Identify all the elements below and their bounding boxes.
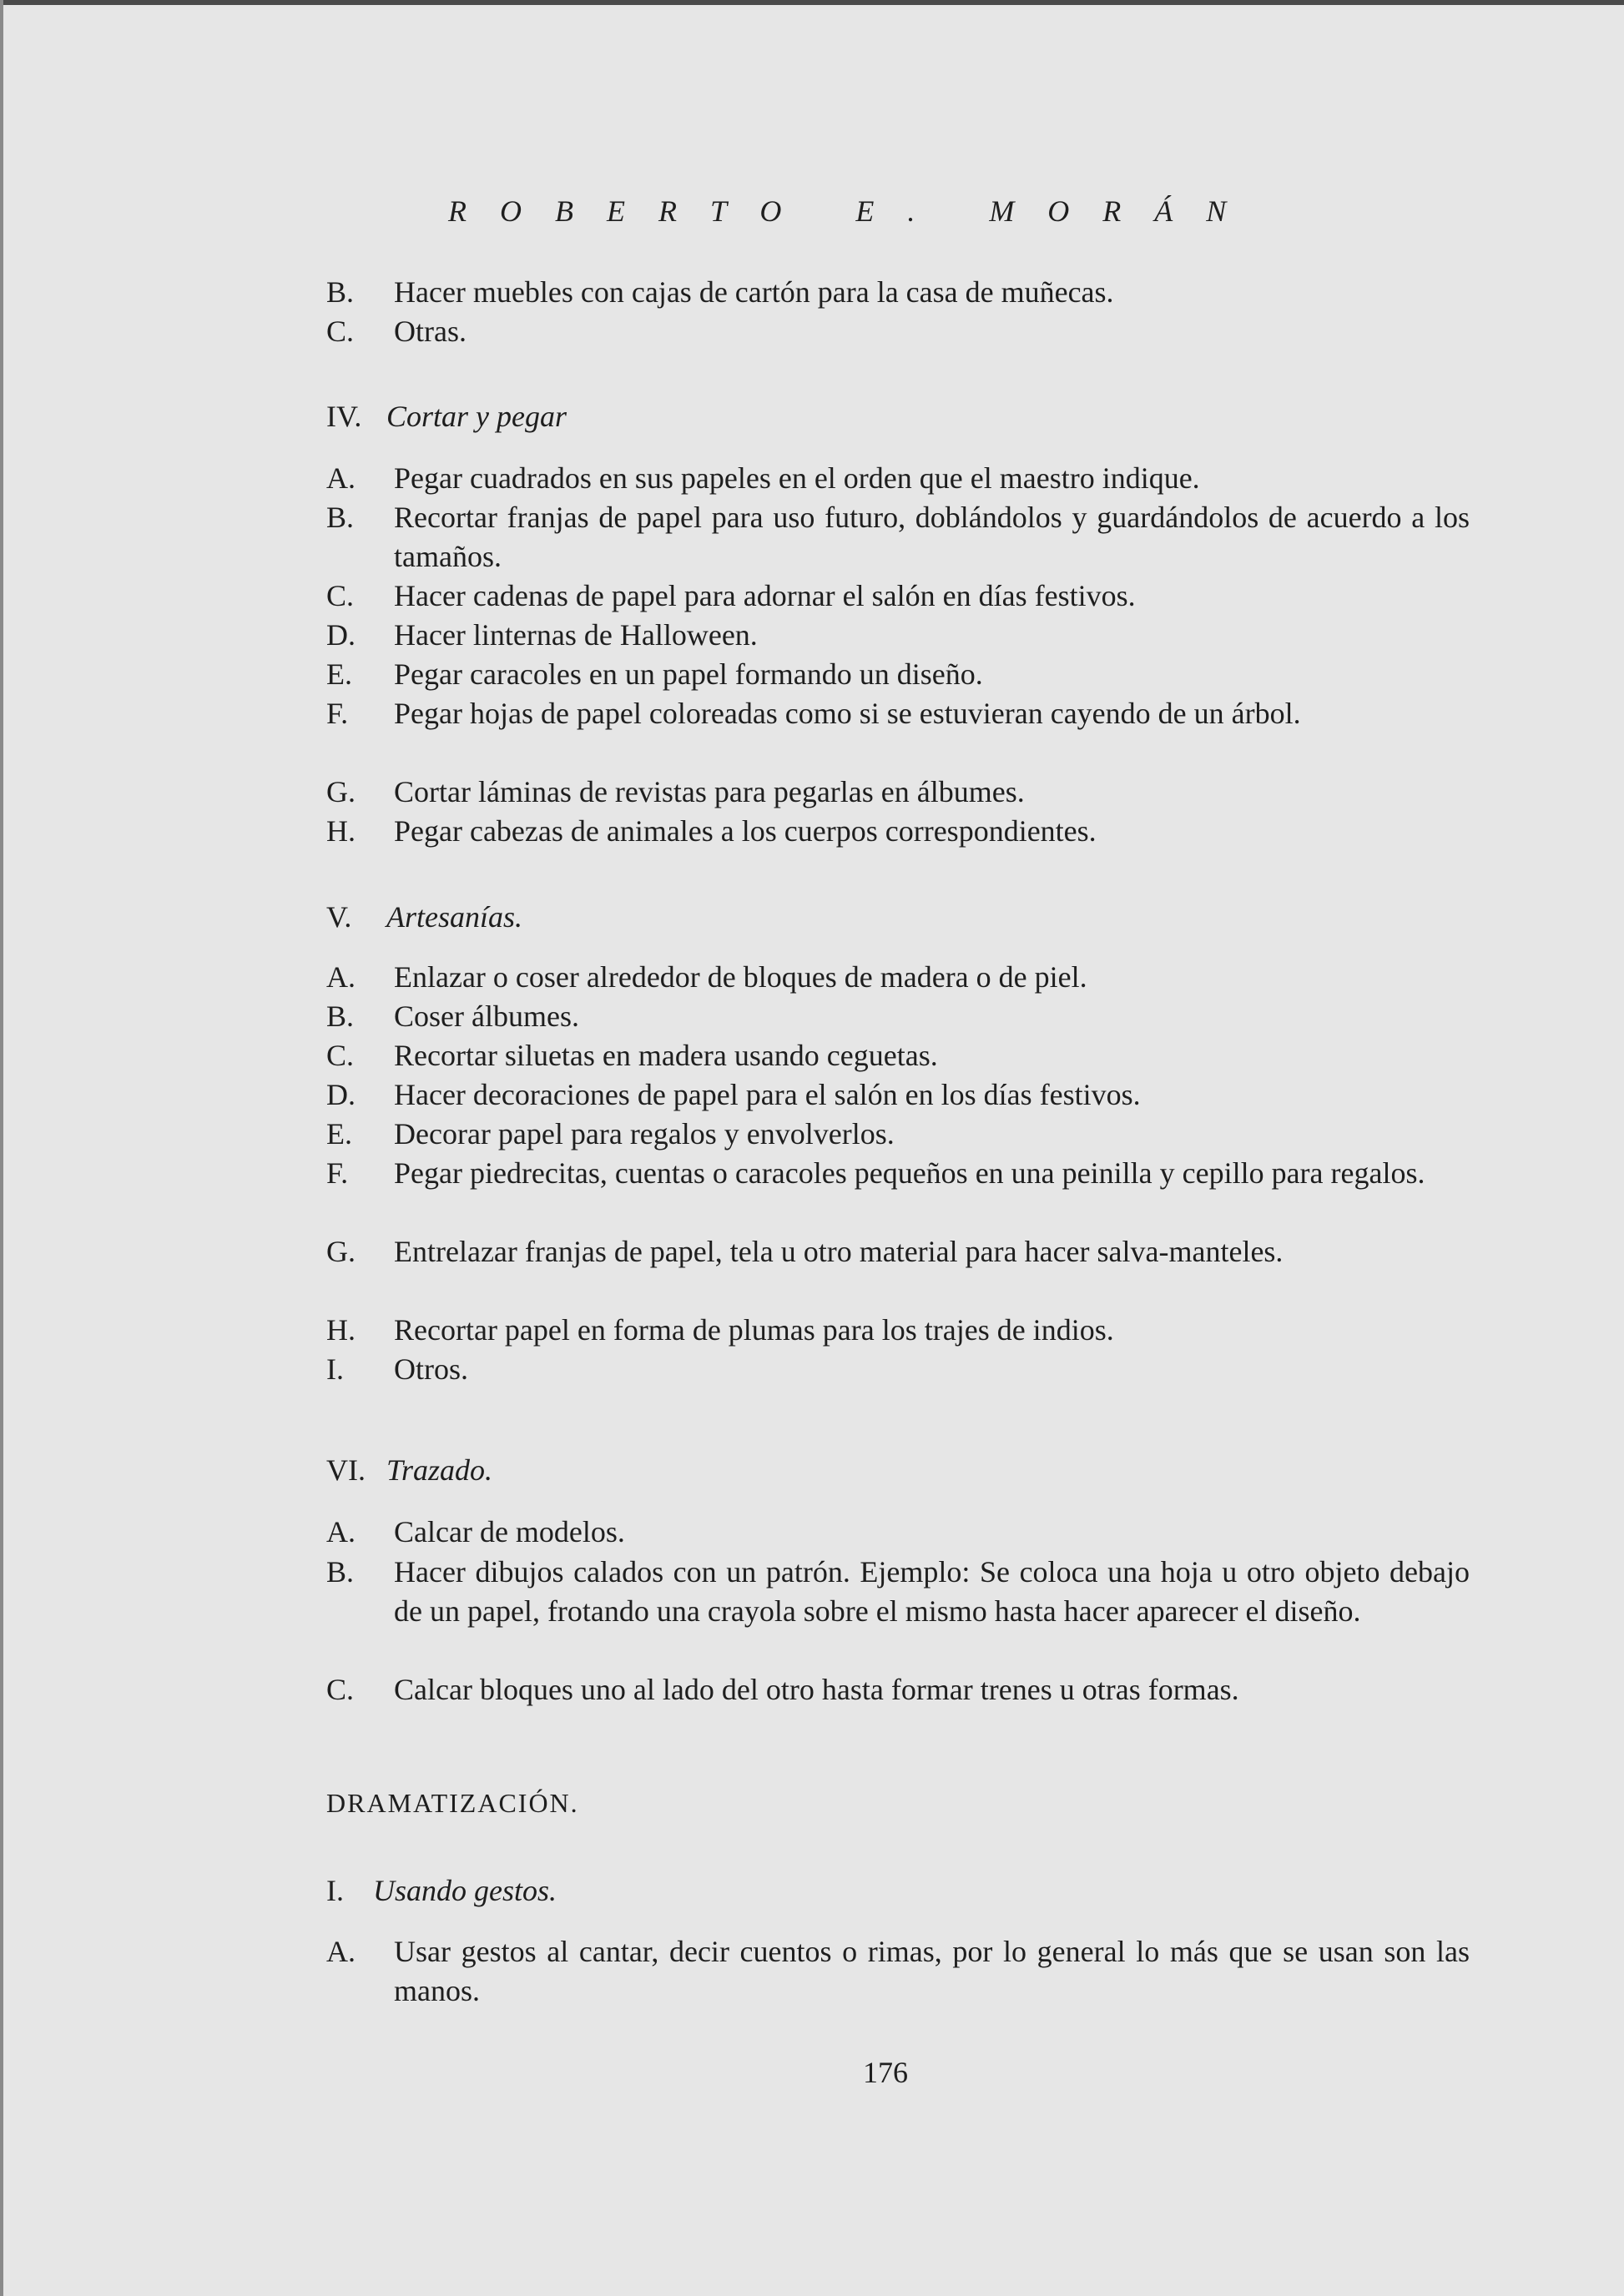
item-label: F. [326, 1156, 349, 1190]
item-text: Usar gestos al cantar, decir cuentos o rimas, por lo general lo más que se usan son las manos. [394, 1935, 1470, 2007]
item-text: Calcar de modelos. [394, 1515, 625, 1548]
list-item [326, 1932, 1470, 2011]
item-text: Enlazar o coser alrededor de bloques de madera o de piel. [394, 960, 1087, 994]
list-item [326, 1232, 1470, 1271]
item-text: Recortar siluetas en madera usando ceguetas. [394, 1039, 938, 1072]
list-item [326, 773, 1470, 812]
list-item [326, 1154, 1470, 1193]
item-label: A. [326, 960, 356, 994]
section-number: V. [326, 900, 352, 934]
list-item [326, 655, 1470, 694]
item-label: F. [326, 697, 349, 730]
item-label: B. [326, 501, 355, 534]
item-text: Otras. [394, 315, 467, 348]
section-number: VI. [326, 1453, 366, 1487]
item-text: Hacer cadenas de papel para adornar el salón en días festivos. [394, 579, 1136, 612]
item-text: Coser álbumes. [394, 999, 579, 1033]
section-title: Cortar y pegar [386, 400, 567, 433]
item-text: Pegar piedrecitas, cuentas o caracoles pequeños en una peinilla y cepillo para regalos. [394, 1156, 1425, 1190]
section-heading-vi [326, 1453, 492, 1488]
list-item [326, 616, 1470, 655]
item-label: H. [326, 814, 356, 848]
item-text: Pegar cuadrados en sus papeles en el orden que el maestro indique. [394, 461, 1200, 495]
running-header: ROBERTO E. MORÁN [448, 194, 1260, 228]
item-label: C. [326, 315, 355, 348]
list-item [326, 694, 1470, 733]
list-item [326, 1311, 1470, 1350]
item-text: Recortar papel en forma de plumas para los trajes de indios. [394, 1313, 1114, 1347]
item-text: Hacer linternas de Halloween. [394, 618, 758, 652]
item-label: C. [326, 1039, 355, 1072]
list-item [326, 812, 1470, 851]
list-item [326, 459, 1470, 498]
item-label: G. [326, 1235, 356, 1268]
list-item [326, 958, 1470, 997]
item-text: Decorar papel para regalos y envolverlos. [394, 1117, 895, 1151]
list-item [326, 498, 1470, 577]
item-label: H. [326, 1313, 356, 1347]
item-text: Pegar caracoles en un papel formando un diseño. [394, 657, 983, 691]
list-item [326, 312, 1470, 351]
section-heading-v [326, 899, 522, 934]
section-title: Trazado. [386, 1453, 493, 1487]
item-label: A. [326, 1935, 356, 1968]
list-item [326, 1553, 1470, 1631]
list-item [326, 1036, 1470, 1075]
item-label: A. [326, 1515, 356, 1548]
item-label: A. [326, 461, 356, 495]
item-text: Hacer dibujos calados con un patrón. Ejemplo: Se coloca una hoja u otro objeto debajo de un papel, frotando una crayola sobre el mismo hasta hacer aparecer el diseño. [394, 1555, 1470, 1628]
section-heading-iv [326, 399, 567, 434]
section-title: Usando gestos. [373, 1874, 557, 1907]
item-text: Cortar láminas de revistas para pegarlas en álbumes. [394, 775, 1025, 808]
list-item [326, 1350, 1470, 1389]
item-text: Pegar cabezas de animales a los cuerpos correspondientes. [394, 814, 1097, 848]
item-label: B. [326, 999, 355, 1033]
list-item [326, 577, 1470, 616]
item-label: E. [326, 1117, 352, 1151]
list-item [326, 1513, 1470, 1552]
section-heading-i [326, 1873, 557, 1908]
item-label: C. [326, 579, 355, 612]
item-text: Entrelazar franjas de papel, tela u otro material para hacer salva-manteles. [394, 1235, 1284, 1268]
dramatizacion-heading: DRAMATIZACIÓN. [326, 1788, 579, 1818]
list-item [326, 1115, 1470, 1154]
item-text: Otros. [394, 1352, 468, 1386]
list-item [326, 1075, 1470, 1115]
item-text: Hacer decoraciones de papel para el salón en los días festivos. [394, 1078, 1141, 1111]
scan-left-edge [0, 0, 3, 2296]
list-item [326, 997, 1470, 1036]
list-item [326, 1670, 1470, 1709]
item-label: D. [326, 1078, 356, 1111]
item-label: E. [326, 657, 352, 691]
list-item [326, 273, 1470, 312]
item-label: I. [326, 1352, 344, 1386]
item-text: Recortar franjas de papel para uso futuro, doblándolos y guardándolos de acuerdo a los tamaños. [394, 501, 1470, 573]
item-text: Calcar bloques uno al lado del otro hasta formar trenes u otras formas. [394, 1673, 1239, 1706]
item-label: B. [326, 275, 355, 309]
scan-top-edge [0, 0, 1624, 5]
item-text: Pegar hojas de papel coloreadas como si se estuvieran cayendo de un árbol. [394, 697, 1301, 730]
item-label: B. [326, 1555, 355, 1589]
section-title: Artesanías. [386, 900, 523, 934]
item-label: D. [326, 618, 356, 652]
item-label: C. [326, 1673, 355, 1706]
page-number: 176 [863, 2056, 908, 2089]
section-number: I. [326, 1874, 344, 1907]
item-label: G. [326, 775, 356, 808]
section-number: IV. [326, 400, 362, 433]
item-text: Hacer muebles con cajas de cartón para la casa de muñecas. [394, 275, 1114, 309]
